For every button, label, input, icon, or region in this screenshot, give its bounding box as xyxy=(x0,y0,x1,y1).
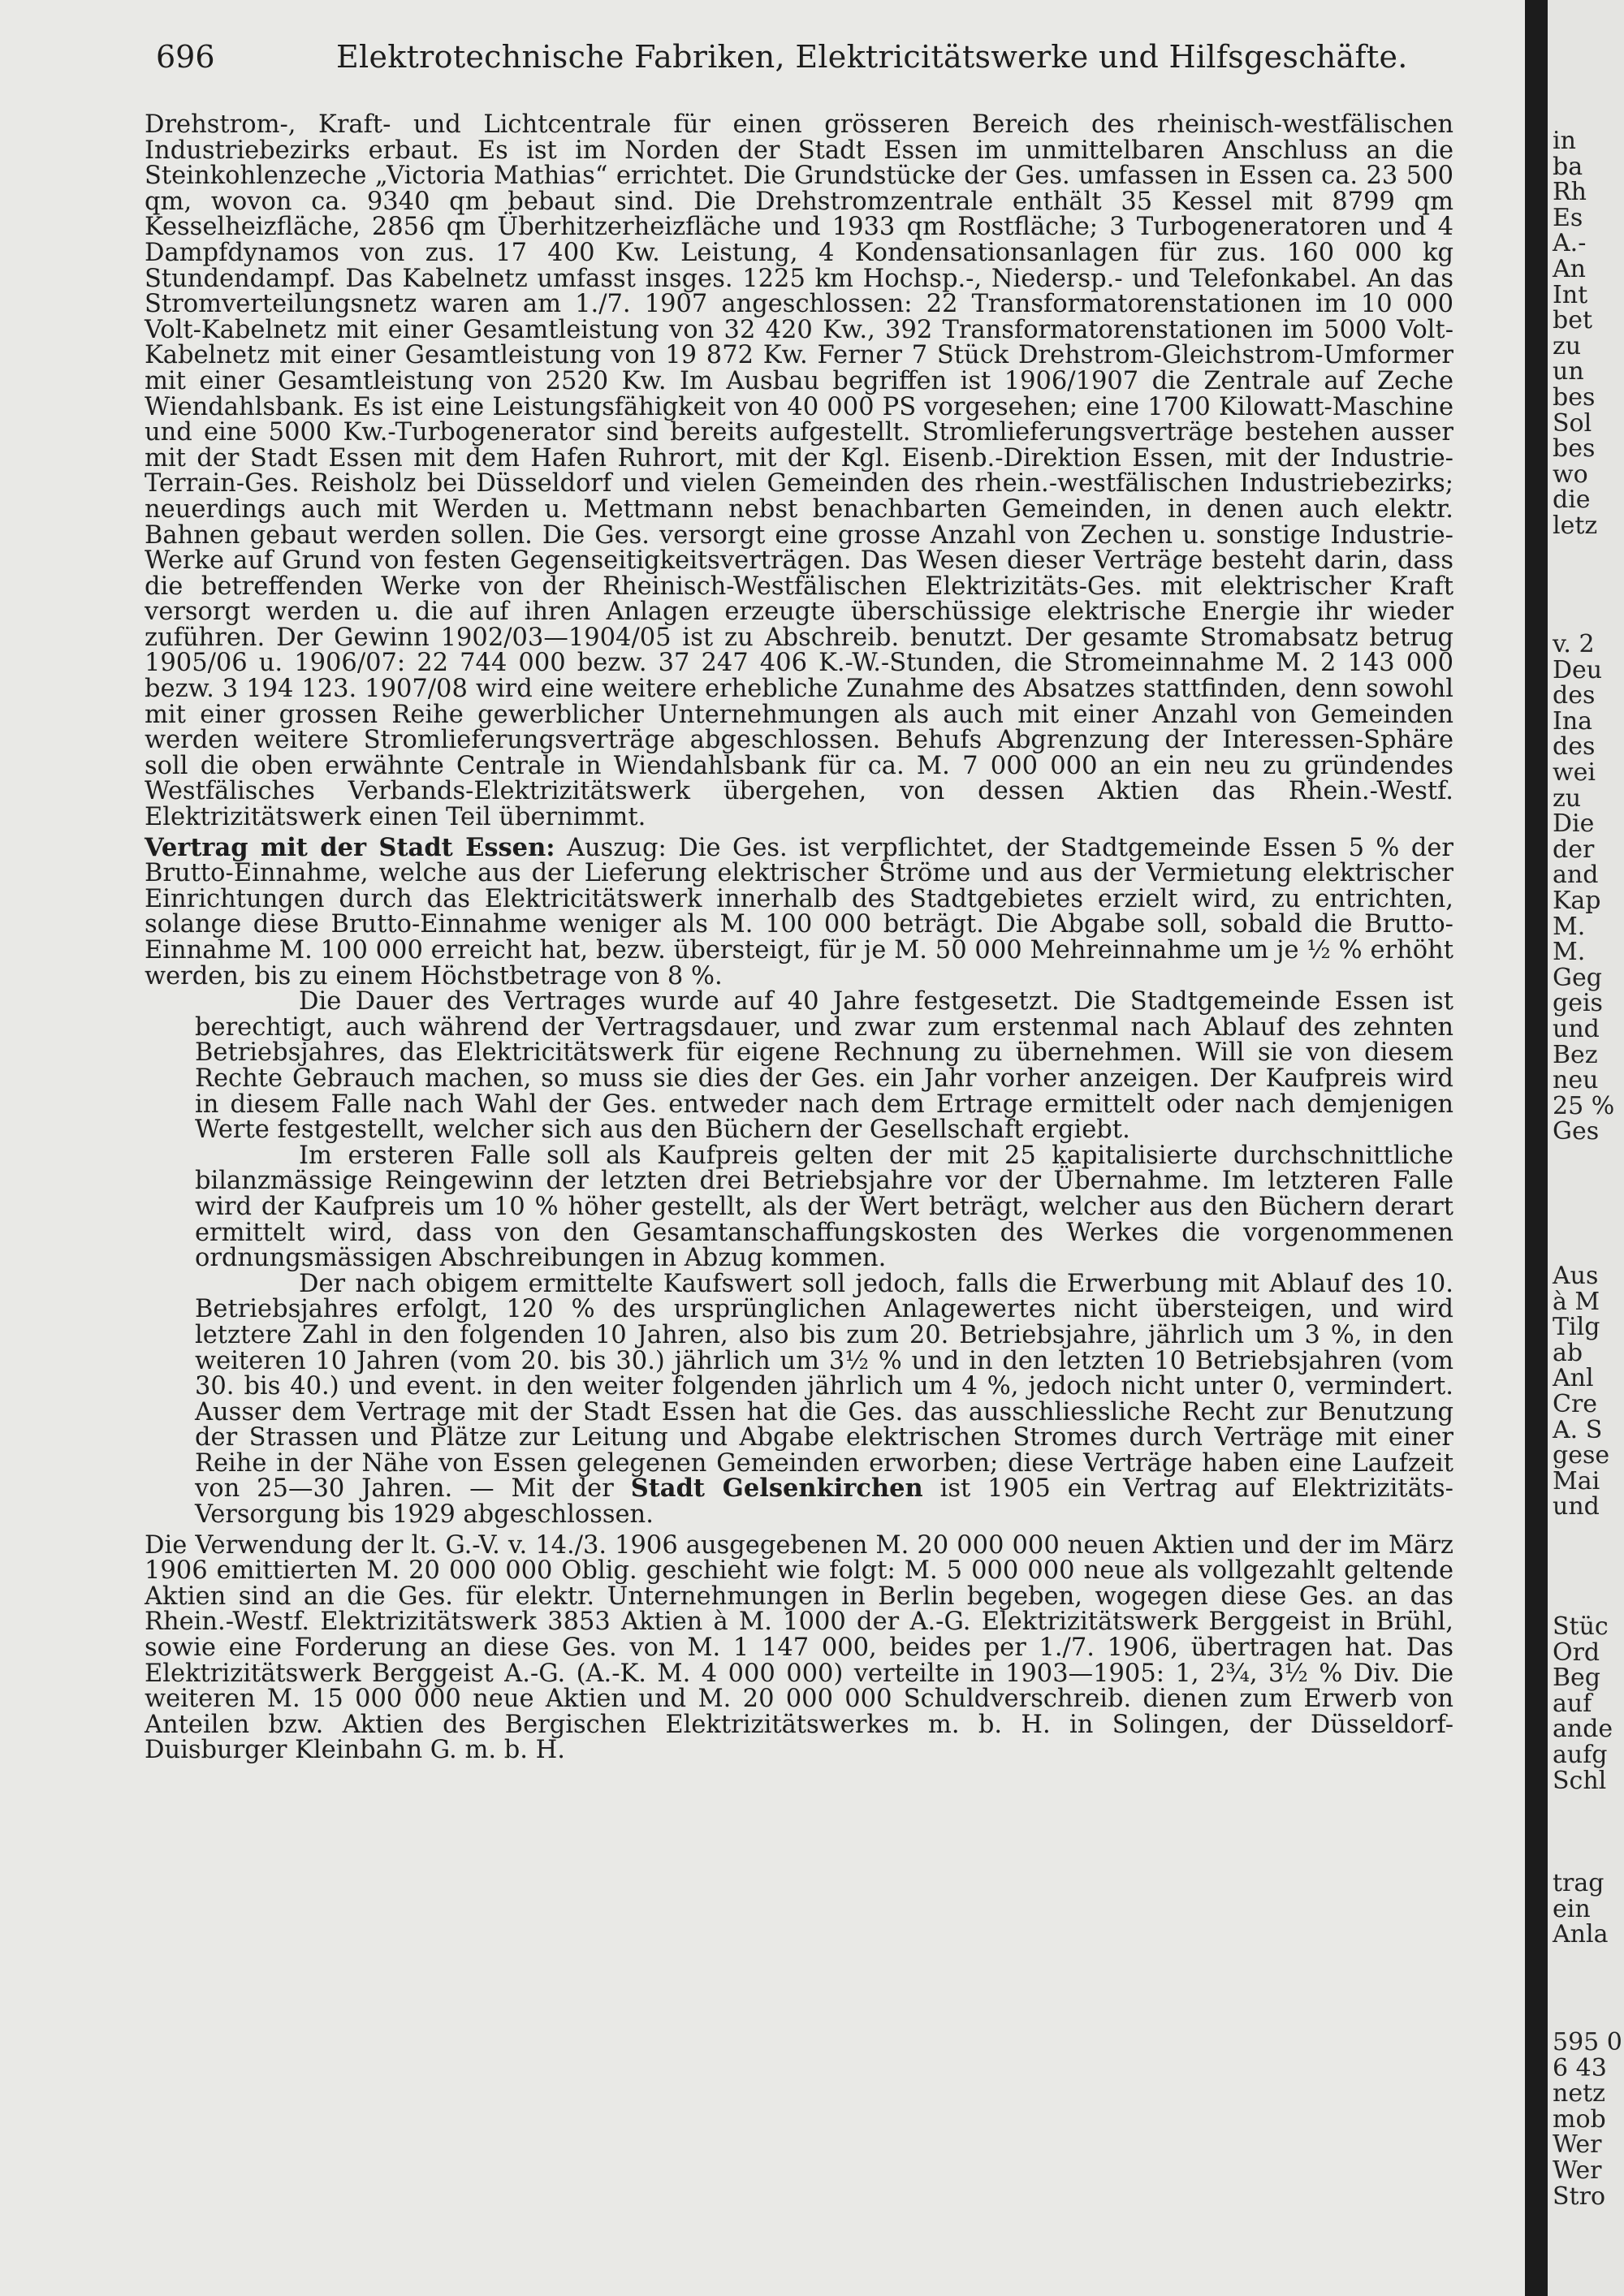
purchase-value-text: Der nach obigem ermittelte Kaufswert soll jedoch, falls die Erwerbung mit Ablauf des 10. Betriebsjahres erfolgt, 120 % des ursprünglichen Anlagewertes nicht übersteigen, und wird letztere Zahl in den folgenden 10 Jahren, also bis zum 20. Betriebsjahre, jährlich um 3 %, in den weiteren 10 Jahren (vom 20. bis 30.) jährlich um 3½ % und in den letzten 10 Betriebsjahren (vom 30. bis 40.) und event. in den weiter folgenden jährlich um 4 %, jedoch nicht unter 0, vermindert. Ausser dem Vertrage mit der Stadt Essen hat die Ges. das ausschliessliche Recht zur Benutzung der Strassen und Plätze zur Leitung und Abgabe elektrischen Stromes durch Verträge mit einer Reihe in der Nähe von Essen gelegenen Gemeinden erworben; diese Verträge haben eine Laufzeit von 25—30 Jahren. — Mit der xyxy=(195,1269,1453,1504)
adjacent-text-block xyxy=(1553,128,1597,539)
adjacent-line: in xyxy=(1553,127,1576,155)
gelsenkirchen-label: Stadt Gelsenkirchen xyxy=(630,1474,923,1504)
adjacent-line: des xyxy=(1553,732,1596,762)
paragraph-purchase-price: Im ersteren Falle soll als Kaufpreis gelten der mit 25 kapitalisierte durchschnittliche bilanzmässige Reingewinn der letzten drei Betriebsjahre vor der Übernahme. Im letzteren Falle wird der Kaufpreis um 10 % höher gestellt, als der Wert beträgt, welcher aus den Büchern derart ermittelt wird, dass von den Gesamtanschaffungskosten des Werkes die vorgenommenen ordnungsmässigen Abschreibungen in Abzug kommen. xyxy=(195,1141,1453,1273)
adjacent-line: und xyxy=(1553,1014,1600,1043)
adjacent-line: die xyxy=(1553,486,1591,515)
adjacent-text-block xyxy=(1553,1263,1609,1520)
adjacent-line: Es xyxy=(1553,203,1583,232)
adjacent-line: 25 % xyxy=(1553,1091,1615,1120)
section-heading-contract-essen: Vertrag mit der Stadt Essen: xyxy=(145,832,555,862)
adjacent-line: Bez xyxy=(1553,1040,1598,1069)
adjacent-line: A.- xyxy=(1553,229,1587,258)
adjacent-line: auf xyxy=(1553,1689,1592,1718)
adjacent-line: Mai xyxy=(1553,1466,1600,1495)
paragraph-purchase-value xyxy=(145,1271,1453,1528)
adjacent-line: Kap xyxy=(1553,886,1601,915)
adjacent-line: Ges xyxy=(1553,1117,1600,1146)
adjacent-line: Schl xyxy=(1553,1766,1607,1795)
adjacent-line: Wer xyxy=(1553,2156,1602,2185)
adjacent-line: letz xyxy=(1553,511,1598,540)
adjacent-line: bet xyxy=(1553,306,1593,335)
adjacent-line: geis xyxy=(1553,989,1603,1018)
adjacent-line: 6 43 xyxy=(1553,2053,1607,2082)
adjacent-line: Stüc xyxy=(1553,1612,1609,1641)
adjacent-line: Geg xyxy=(1553,963,1602,992)
adjacent-line: Tilg xyxy=(1553,1313,1600,1342)
adjacent-line: ande xyxy=(1553,1715,1613,1744)
adjacent-line: v. 2 xyxy=(1553,630,1595,658)
adjacent-line: bes xyxy=(1553,382,1596,412)
adjacent-line: Ina xyxy=(1553,706,1593,736)
paragraph-share-usage: Die Verwendung der lt. G.-V. v. 14./3. 1906 ausgegebenen M. 20 000 000 neuen Aktien und der im März 1906 emittierten M. 20 000 000 Oblig. geschieht wie folgt: M. 5 000 000 neue als vollgezahlt geltende Aktien sind an die Ges. für elektr. Unternehmungen in Berlin begeben, wogegen diese Ges. an das Rhein.-Westf. Elektrizitätswerk 3853 Aktien à M. 1000 der A.-G. Elektrizitätswerk Berggeist in Brühl, sowie eine Forderung an diese Ges. von M. 1 147 000, beides per 1./7. 1906, übertragen hat. Das Elektrizitätswerk Berggeist A.-G. (A.-K. M. 4 000 000) verteilte in 1903—1905: 1, 2¾, 3½ % Div. Die weiteren M. 15 000 000 neue Aktien und M. 20 000 000 Schuldverschreib. dienen zum Erwerb von Anteilen bzw. Aktien des Bergischen Elektrizitätswerkes m. b. H. in Solingen, der Düsseldorf-Duisburger Kleinbahn G. m. b. H. xyxy=(145,1530,1453,1765)
adjacent-line: zu xyxy=(1553,331,1582,360)
adjacent-line: Beg xyxy=(1553,1664,1601,1693)
adjacent-line: M. xyxy=(1553,938,1586,967)
article-body xyxy=(145,112,1453,1763)
adjacent-line: Cre xyxy=(1553,1389,1598,1418)
gelsenkirchen-text: ist 1905 ein Vertrag auf Elektrizitäts-Versorgung bis 1929 abgeschlossen. xyxy=(195,1474,1453,1530)
adjacent-line: un xyxy=(1553,357,1584,386)
adjacent-line: Stro xyxy=(1553,2182,1606,2211)
adjacent-line: der xyxy=(1553,835,1595,864)
adjacent-line: mob xyxy=(1553,2104,1606,2134)
adjacent-text-block xyxy=(1553,632,1614,1145)
adjacent-line: trag xyxy=(1553,1869,1605,1897)
adjacent-line: bes xyxy=(1553,434,1596,464)
adjacent-line: wo xyxy=(1553,460,1588,489)
contract-essen-text: Auszug: Die Ges. ist verpflichtet, der Stadtgemeinde Essen 5 % der Brutto-Einnahme, welche aus der Lieferung elektrischer Ströme und aus der Vermietung elektrischer Einrichtungen durch das Elektricitätswerk innerhalb des Stadtgebietes erzielt wird, zu entrichten, solange diese Brutto-Einnahme weniger als M. 100 000 beträgt. Die Abgabe soll, sobald die Brutto-Einnahme M. 100 000 erreicht hat, bezw. übersteigt, für je M. 50 000 Mehreinnahme um je ½ % erhöht werden, bis zu einem Höchstbetrage von 8 %. xyxy=(145,833,1453,990)
paragraph-contract-duration: Die Dauer des Vertrages wurde auf 40 Jahre festgesetzt. Die Stadtgemeinde Essen ist berechtigt, auch während der Vertragsdauer, und zwar zum erstenmal nach Ablauf des zehnten Betriebsjahres, das Elektricitätswerk für eigene Rechnung zu übernehmen. Will sie von diesem Rechte Gebrauch machen, so muss sie dies der Ges. ein Jahr vorher anzeigen. Der Kaufpreis wird in diesem Falle nach Wahl der Ges. entweder nach dem Ertrage ermittelt oder nach demjenigen Werte festgestellt, welcher sich aus den Büchern der Gesellschaft ergiebt. xyxy=(195,987,1453,1145)
adjacent-page-edge xyxy=(1548,0,1624,2296)
running-title: Elektrotechnische Fabriken, Elektricitätswerke und Hilfsgeschäfte. xyxy=(336,39,1408,75)
adjacent-line: Die xyxy=(1553,809,1595,839)
adjacent-line: Ord xyxy=(1553,1638,1600,1667)
adjacent-line: neu xyxy=(1553,1066,1599,1095)
adjacent-line: A. S xyxy=(1553,1415,1603,1444)
adjacent-line: and xyxy=(1553,861,1599,890)
adjacent-line: netz xyxy=(1553,2079,1605,2108)
adjacent-line: ba xyxy=(1553,152,1583,181)
adjacent-line: An xyxy=(1553,254,1586,283)
adjacent-line: Aus xyxy=(1553,1262,1599,1290)
adjacent-line: zu xyxy=(1553,783,1582,813)
adjacent-line: gese xyxy=(1553,1441,1610,1470)
adjacent-line: Int xyxy=(1553,280,1588,309)
page-number: 696 xyxy=(156,39,215,75)
adjacent-text-block xyxy=(1553,1614,1613,1793)
adjacent-line: und xyxy=(1553,1492,1600,1521)
adjacent-line: Rh xyxy=(1553,178,1587,207)
adjacent-line: Wer xyxy=(1553,2130,1602,2160)
adjacent-line: Anla xyxy=(1553,1920,1609,1949)
adjacent-line: Deu xyxy=(1553,655,1603,684)
adjacent-line: des xyxy=(1553,681,1596,710)
adjacent-text-block xyxy=(1553,1871,1608,1948)
adjacent-line: ein xyxy=(1553,1894,1591,1923)
adjacent-line: 595 0 xyxy=(1553,2028,1622,2056)
adjacent-line: M. xyxy=(1553,912,1586,941)
adjacent-line: wei xyxy=(1553,757,1596,787)
adjacent-line: ab xyxy=(1553,1338,1583,1367)
book-gutter xyxy=(1525,0,1548,2296)
adjacent-line: à M xyxy=(1553,1287,1600,1316)
paragraph-plant-description: Drehstrom-, Kraft- und Lichtcentrale für einen grösseren Bereich des rheinisch-westfälischen Industriebezirks erbaut. Es ist im Norden der Stadt Essen im unmittelbaren Anschluss an die Steinkohlenzeche „Victoria Mathias“ errichtet. Die Grundstücke der Ges. umfassen in Essen ca. 23 500 qm, wovon ca. 9340 qm bebaut sind. Die Drehstromzentrale enthält 35 Kessel mit 8799 qm Kesselheizfläche, 2856 qm Überhitzerheizfläche und 1933 qm Rostfläche; 3 Turbogeneratoren und 4 Dampfdynamos von zus. 17 400 Kw. Leistung, 4 Kondensationsanlagen für zus. 160 000 kg Stundendampf. Das Kabelnetz umfasst insges. 1225 km Hochsp.-, Niedersp.- und Telefonkabel. An das Stromverteilungsnetz waren am 1./7. 1907 angeschlossen: 22 Transformatorenstationen im 10 000 Volt-Kabelnetz mit einer Gesamtleistung von 32 420 Kw., 392 Transformatorenstationen im 5000 Volt-Kabelnetz mit einer Gesamtleistung von 19 872 Kw. Ferner 7 Stück Drehstrom-Gleichstrom-Umformer mit einer Gesamtleistung von 2520 Kw. Im Ausbau begriffen ist 1906/1907 die Zentrale auf Zeche Wiendahlsbank. Es ist eine Leistungsfähigkeit von 40 000 PS vorgesehen; eine 1700 Kilowatt-Maschine und eine 5000 Kw.-Turbogenerator sind bereits aufgestellt. Stromlieferungsverträge bestehen ausser mit der Stadt Essen mit dem Hafen Ruhrort, mit der Kgl. Eisenb.-Direktion Essen, mit der Industrie-Terrain-Ges. Reisholz bei Düsseldorf und vielen Gemeinden des rhein.-westfälischen Industriebezirks; neuerdings auch mit Werden u. Mettmann nebst benachbarten Gemeinden, in denen auch elektr. Bahnen gebaut werden sollen. Die Ges. versorgt eine grosse Anzahl von Zechen u. sonstige Industrie-Werke auf Grund von festen Gegenseitigkeitsverträgen. Das Wesen dieser Verträge besteht darin, dass die betreffenden Werke von der Rheinisch-Westfälischen Elektrizitäts-Ges. mit elektrischer Kraft versorgt werden u. die auf ihren Anlagen erzeugte überschüssige elektrische Energie ihr wieder zuführen. Der Gewinn 1902/03—1904/05 ist zu Abschreib. benutzt. Der gesamte Stromabsatz betrug 1905/06 u. 1906/07: 22 744 000 bezw. 37 247 406 K.-W.-Stunden, die Stromeinnahme M. 2 143 000 bezw. 3 194 123. 1907/08 wird eine weitere erhebliche Zunahme des Absatzes stattfinden, denn sowohl mit einer grossen Reihe gewerblicher Unternehmungen als auch mit einer Anzahl von Gemeinden werden weitere Stromlieferungsverträge abgeschlossen. Behufs Abgrenzung der Interessen-Sphäre soll die oben erwähnte Centrale in Wiendahlsbank für ca. M. 7 000 000 an ein neu zu gründendes Westfälisches Verbands-Elektrizitätswerk übergehen, von dessen Aktien das Rhein.-Westf. Elektrizitätswerk einen Teil übernimmt. xyxy=(145,110,1453,832)
paragraph-contract-essen xyxy=(145,832,1453,990)
adjacent-line: Sol xyxy=(1553,408,1592,438)
adjacent-line: Anl xyxy=(1553,1364,1594,1393)
adjacent-line: aufg xyxy=(1553,1740,1608,1769)
adjacent-text-block xyxy=(1553,2030,1622,2209)
page-header xyxy=(156,32,1525,81)
